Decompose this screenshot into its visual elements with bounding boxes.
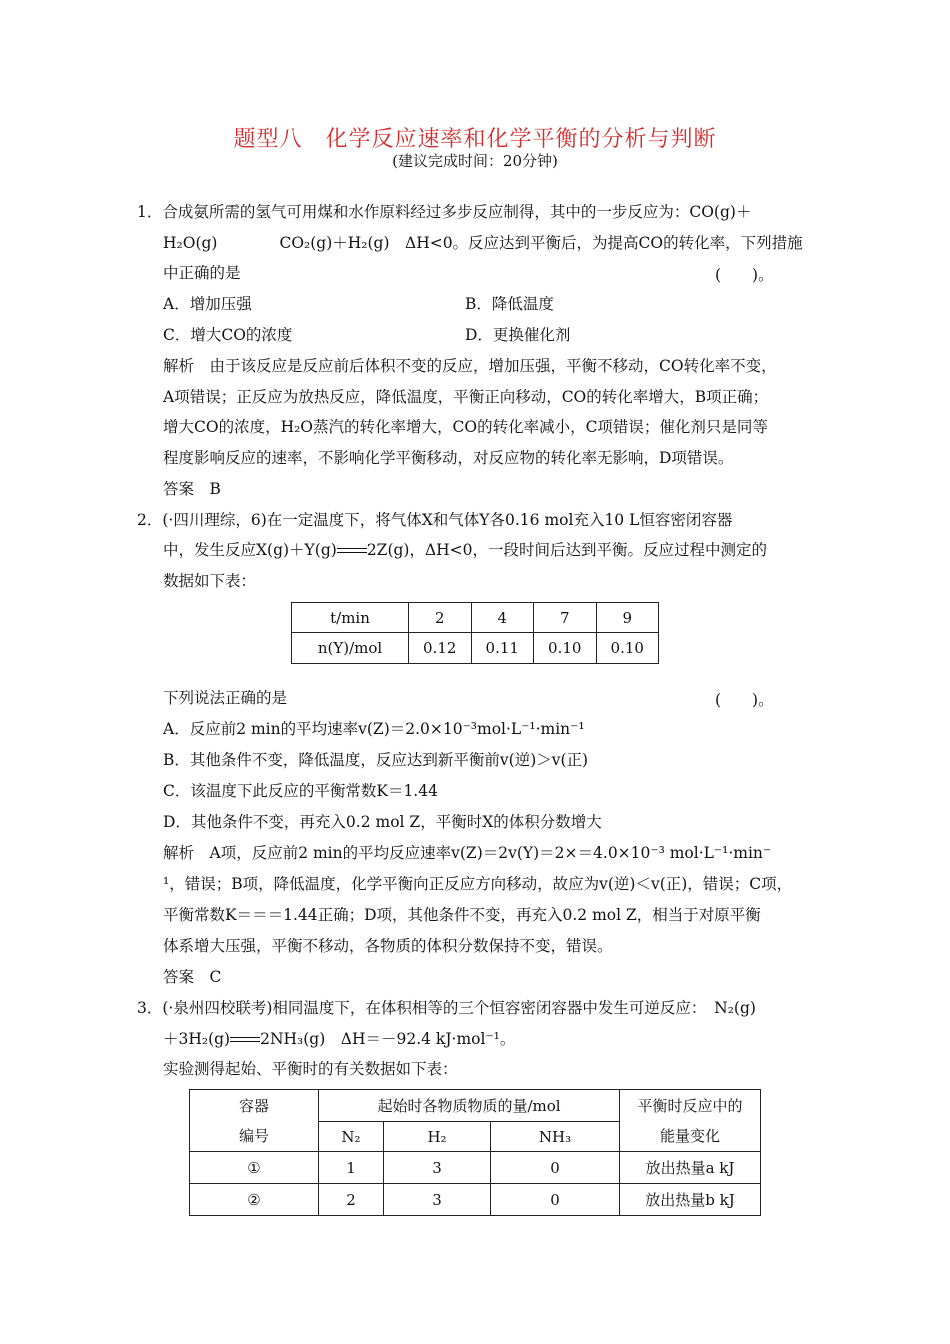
table-subheader: H₂: [384, 1122, 491, 1152]
table-header-text: 编号: [238, 1126, 269, 1145]
table-cell: 放出热量a kJ: [620, 1152, 761, 1184]
q2-line-2: [163, 540, 767, 560]
q2-explanation-4: 体系增大压强，平衡不移动，各物质的体积分数保持不变，错误。: [163, 937, 613, 955]
q1-line-2: H₂O(g) CO₂(g)＋H₂(g) ΔH<0。反应达到平衡后，为提高CO的转化率，下列措施: [163, 234, 803, 252]
q1-explanation-4: 程度影响反应的速率，不影响化学平衡移动，对反应物的转化率无影响，D项错误。: [163, 449, 734, 467]
q1-explanation-2: A项错误；正反应为放热反应，降低温度，平衡正向移动，CO的转化率增大，B项正确；: [163, 388, 769, 406]
q1-answer-paren: ( )。: [715, 266, 774, 284]
q1-explanation-1: 解析 由于该反应是反应前后体积不变的反应，增加压强，平衡不移动，CO转化率不变，: [163, 357, 777, 375]
table-cell: 9: [596, 603, 659, 633]
q1-option-c: C．增大CO的浓度: [163, 326, 293, 344]
q2-answer-paren: ( )。: [715, 691, 774, 709]
table-cell: 2: [319, 1184, 384, 1216]
table-cell: 2: [409, 603, 472, 633]
table-cell: 0.11: [471, 633, 534, 664]
table-cell: 0.10: [534, 633, 597, 664]
table-cell: 0.12: [409, 633, 472, 664]
q2-line-3: 数据如下表：: [163, 572, 257, 590]
q3-data-table: [189, 1089, 761, 1216]
table-cell: 1: [319, 1152, 384, 1184]
q2-answer: 答案 C: [163, 968, 222, 986]
q1-answer: 答案 B: [163, 480, 221, 498]
table-cell: 3: [384, 1152, 491, 1184]
q3-line-2: [163, 1029, 515, 1049]
q3-line-2-end: 2NH₃(g) ΔH＝－92.4 kJ·mol⁻¹。: [260, 1030, 516, 1048]
q1-option-a: A．增加压强: [163, 295, 252, 313]
table-cell: ②: [190, 1184, 319, 1216]
table-row: [190, 1152, 761, 1184]
table-header-container: [190, 1090, 319, 1152]
q2-option-b: B．其他条件不变，降低温度，反应达到新平衡前v(逆)＞v(正): [163, 751, 589, 769]
q2-explanation-3: 平衡常数K＝＝＝1.44正确；D项，其他条件不变，再充入0.2 mol Z，相当于对原平衡: [163, 906, 761, 924]
equilibrium-arrow-icon: [337, 546, 367, 556]
page-subtitle: (建议完成时间：20分钟): [392, 152, 558, 170]
table-cell: 0.10: [596, 633, 659, 664]
table-subheader: N₂: [319, 1122, 384, 1152]
table-cell: 4: [471, 603, 534, 633]
q2-line-4: 下列说法正确的是: [163, 689, 288, 707]
q1-option-d: D．更换催化剂: [465, 326, 571, 344]
q2-line-2-end: 2Z(g)，ΔH<0，一段时间后达到平衡。反应过程中测定的: [366, 541, 768, 559]
q2-explanation-1: 解析 A项，反应前2 min的平均反应速率v(Z)＝2v(Y)＝2×＝4.0×10⁻³ mol·L⁻¹·min⁻: [163, 844, 772, 862]
table-header-text: 平衡时反应中的: [637, 1096, 743, 1115]
q3-line-1: 3．(·泉州四校联考)相同温度下，在体积相等的三个恒容密闭容器中发生可逆反应： N₂(g): [137, 999, 756, 1017]
table-cell: 7: [534, 603, 597, 633]
table-row: [190, 1184, 761, 1216]
q2-line-1: 2．(·四川理综，6)在一定温度下，将气体X和气体Y各0.16 mol充入10 L恒容密闭容器: [137, 511, 733, 529]
table-header-text: 容器: [238, 1096, 269, 1115]
table-subheader: NH₃: [491, 1122, 620, 1152]
q1-option-b: B．降低温度: [465, 295, 554, 313]
table-cell: 3: [384, 1184, 491, 1216]
table-cell: 0: [491, 1184, 620, 1216]
table-cell: 0: [491, 1152, 620, 1184]
q2-data-table: [291, 602, 659, 664]
table-header-start: 起始时各物质物质的量/mol: [319, 1090, 620, 1122]
table-header-text: 能量变化: [659, 1126, 720, 1145]
equilibrium-arrow-icon: [230, 1035, 260, 1045]
table-cell: ①: [190, 1152, 319, 1184]
page-title: 题型八 化学反应速率和化学平衡的分析与判断: [233, 127, 717, 152]
q2-explanation-2: ¹，错误；B项，降低温度，化学平衡向正反应方向移动，故应为v(逆)＜v(正)，错误；C项，: [163, 875, 793, 893]
table-cell: t/min: [292, 603, 409, 633]
q3-line-3: 实验测得起始、平衡时的有关数据如下表：: [163, 1060, 458, 1078]
q2-option-d: D．其他条件不变，再充入0.2 mol Z，平衡时X的体积分数增大: [163, 813, 602, 831]
q1-line-1: 1．合成氨所需的氢气可用煤和水作原料经过多步反应制得，其中的一步反应为：CO(g)＋: [137, 203, 752, 221]
q2-line-2-start: 中，发生反应X(g)＋Y(g): [163, 541, 337, 559]
q2-option-a: A．反应前2 min的平均速率v(Z)＝2.0×10⁻³mol·L⁻¹·min⁻¹: [163, 720, 585, 738]
table-cell: 放出热量b kJ: [620, 1184, 761, 1216]
table-cell: n(Y)/mol: [292, 633, 409, 664]
q2-option-c: C．该温度下此反应的平衡常数K＝1.44: [163, 782, 438, 800]
q1-explanation-3: 增大CO的浓度，H₂O蒸汽的转化率增大，CO的转化率减小，C项错误；催化剂只是同等: [163, 418, 768, 436]
q3-line-2-start: ＋3H₂(g): [163, 1030, 231, 1048]
table-header-energy: [620, 1090, 761, 1152]
q1-line-3: 中正确的是: [163, 264, 241, 282]
